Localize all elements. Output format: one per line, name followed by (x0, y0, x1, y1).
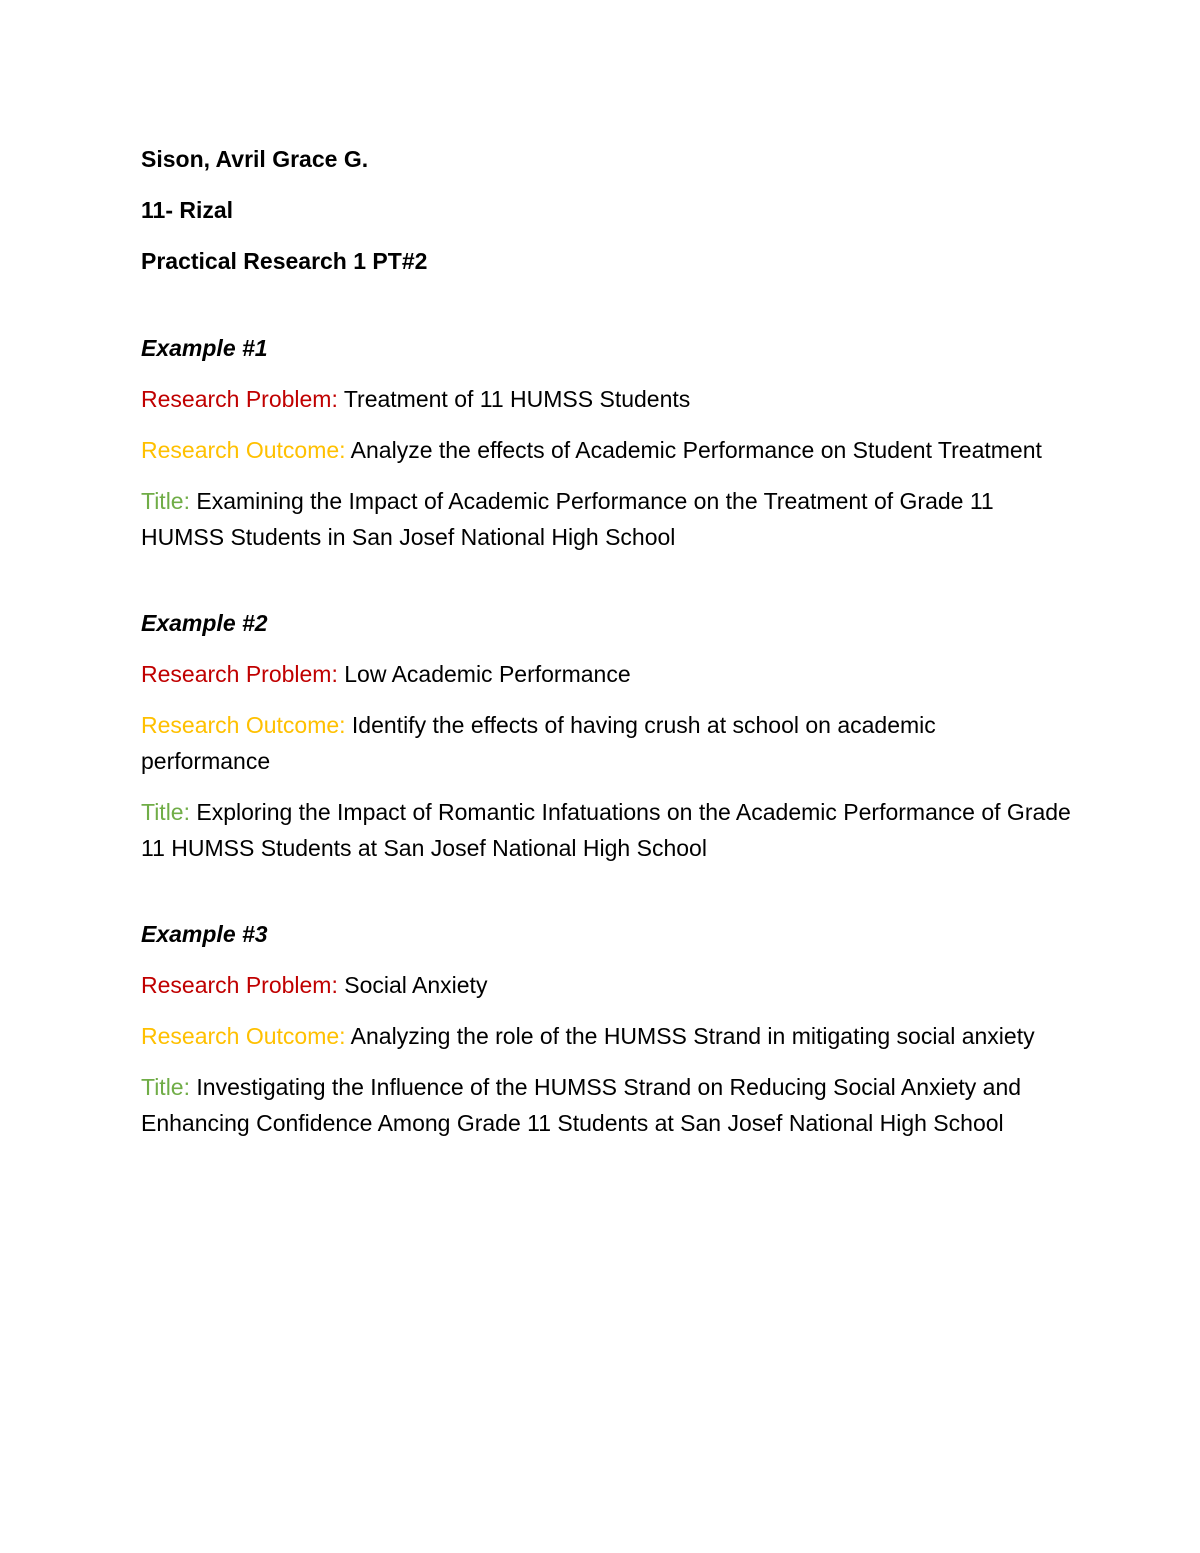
title-row (141, 1069, 1071, 1141)
research-outcome-text: Analyze the effects of Academic Performance on Student Treatment (350, 437, 1042, 463)
example-heading: Example #1 (141, 335, 268, 361)
example-heading: Example #2 (141, 610, 268, 636)
title-text: Investigating the Influence of the HUMSS Strand on Reducing Social Anxiety and Enhancing Confidence Among Grade 11 Students at San Josef National High School (141, 1074, 1022, 1136)
title-text: Examining the Impact of Academic Performance on the Treatment of Grade 11 HUMSS Students in San Josef National High School (141, 488, 994, 550)
title-label: Title: (141, 488, 190, 514)
research-outcome-text: Analyzing the role of the HUMSS Strand in mitigating social anxiety (350, 1023, 1035, 1049)
student-header (141, 141, 1071, 279)
research-outcome-label: Research Outcome: (141, 1023, 346, 1049)
research-problem-label: Research Problem: (141, 972, 338, 998)
research-outcome-row (141, 707, 1071, 779)
title-label: Title: (141, 799, 190, 825)
document-body (141, 141, 1071, 1141)
research-problem-row (141, 656, 1071, 692)
example-2 (141, 605, 1071, 866)
research-outcome-row (141, 1018, 1071, 1054)
research-outcome-label: Research Outcome: (141, 712, 346, 738)
student-section: 11- Rizal (141, 197, 234, 223)
title-text: Exploring the Impact of Romantic Infatuations on the Academic Performance of Grade 11 HUMSS Students at San Josef National High School (141, 799, 1071, 861)
title-label: Title: (141, 1074, 190, 1100)
student-name: Sison, Avril Grace G. (141, 146, 369, 172)
example-heading: Example #3 (141, 921, 268, 947)
subject-title: Practical Research 1 PT#2 (141, 248, 428, 274)
research-problem-text: Treatment of 11 HUMSS Students (343, 386, 691, 412)
research-outcome-text: Identify the effects of having crush at school on academic performance (141, 712, 936, 774)
title-row (141, 483, 1071, 555)
title-row (141, 794, 1071, 866)
research-outcome-label: Research Outcome: (141, 437, 346, 463)
research-outcome-row (141, 432, 1071, 468)
example-3 (141, 916, 1071, 1141)
research-problem-text: Social Anxiety (344, 972, 488, 998)
example-1 (141, 330, 1071, 555)
research-problem-row (141, 967, 1071, 1003)
research-problem-label: Research Problem: (141, 386, 338, 412)
research-problem-text: Low Academic Performance (344, 661, 631, 687)
research-problem-label: Research Problem: (141, 661, 338, 687)
research-problem-row (141, 381, 1071, 417)
